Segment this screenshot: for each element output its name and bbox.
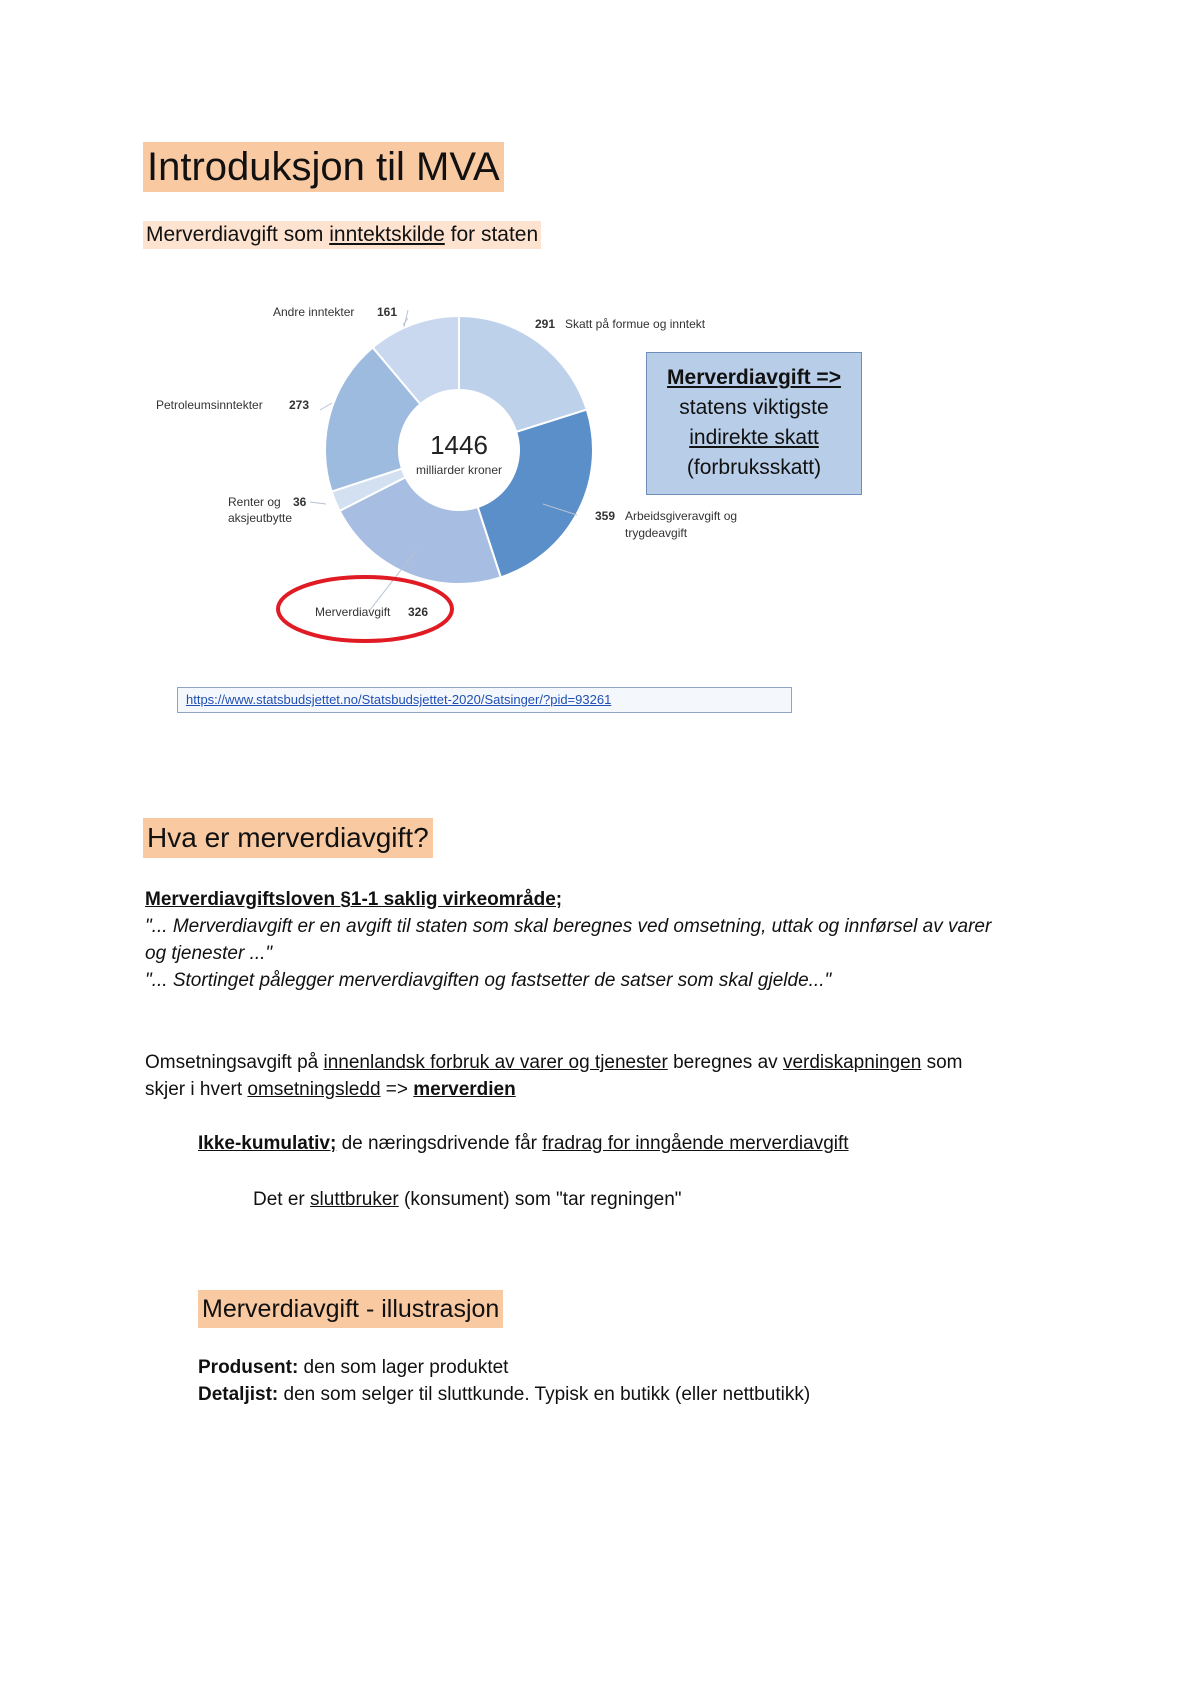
detaljist-line: Detaljist: den som selger til sluttkunde. Typisk en butikk (eller nettbutikk)	[198, 1384, 811, 1405]
label-mva-num: 326	[408, 605, 429, 619]
center-label: milliarder kroner	[415, 463, 503, 477]
sluttbruker-line: Det er sluttbruker (konsument) som "tar regningen"	[253, 1189, 682, 1210]
label-renter-line2: aksjeutbytte	[228, 511, 293, 525]
label-arbeid-line1: Arbeidsgiveravgift og	[625, 509, 738, 523]
center-value: 1446	[430, 430, 488, 460]
section-heading-illustrasjon: Merverdiavgift - illustrasjon	[198, 1290, 503, 1328]
label-mva-text: Merverdiavgift	[315, 605, 391, 619]
source-link[interactable]: https://www.statsbudsjettet.no/Statsbudsjettet-2020/Satsinger/?pid=93261	[186, 692, 612, 707]
law-quote-2: "... Stortinget pålegger merverdiavgiften og fastsetter de satser som skal gjelde..."	[145, 970, 832, 991]
callout-box	[646, 352, 862, 495]
label-arbeid-num: 359	[595, 509, 616, 523]
callout-line2: statens viktigste	[679, 396, 829, 419]
ikke-kumulativ-line: Ikke-kumulativ; de næringsdrivende får fradrag for inngående merverdiavgift	[198, 1133, 849, 1154]
section-heading-hva: Hva er merverdiavgift?	[143, 818, 433, 858]
source-link-box	[177, 687, 792, 713]
callout-line4: (forbruksskatt)	[686, 456, 822, 479]
callout-line3: indirekte skatt	[689, 426, 819, 449]
label-renter-num: 36	[293, 495, 307, 509]
label-petro-num: 273	[289, 398, 310, 412]
callout-title: Merverdiavgift =>	[667, 366, 841, 389]
label-andre-num: 161	[377, 305, 398, 319]
law-quote-1b: og tjenester ..."	[145, 943, 273, 964]
leader-line-renter	[310, 502, 326, 504]
leader-line-petro	[320, 403, 332, 410]
page-title: Introduksjon til MVA	[143, 142, 504, 192]
label-renter-line1: Renter og	[228, 495, 281, 509]
label-skatt-text: Skatt på formue og inntekt	[565, 317, 706, 331]
law-quote-1a: "... Merverdiavgift er en avgift til staten som skal beregnes ved omsetning, uttak og innførsel av varer	[145, 916, 992, 937]
donut-slice-1	[478, 410, 593, 578]
label-petro-text: Petroleumsinntekter	[156, 398, 263, 412]
label-andre-text: Andre inntekter	[273, 305, 355, 319]
law-title: Merverdiavgiftsloven §1-1 saklig virkeområde;	[145, 889, 563, 910]
para-omsetning-1: Omsetningsavgift på innenlandsk forbruk av varer og tjenester beregnes av verdiskapningen som	[145, 1052, 963, 1073]
label-skatt-num: 291	[535, 317, 556, 331]
produsent-line: Produsent: den som lager produktet	[198, 1357, 509, 1378]
label-arbeid-line2: trygdeavgift	[625, 526, 688, 540]
subtitle: Merverdiavgift som inntektskilde for staten	[143, 221, 541, 249]
donut-slice-0	[459, 316, 587, 432]
para-omsetning-2: skjer i hvert omsetningsledd => merverdien	[145, 1079, 516, 1100]
subtitle-link-word: inntektskilde	[329, 223, 445, 246]
